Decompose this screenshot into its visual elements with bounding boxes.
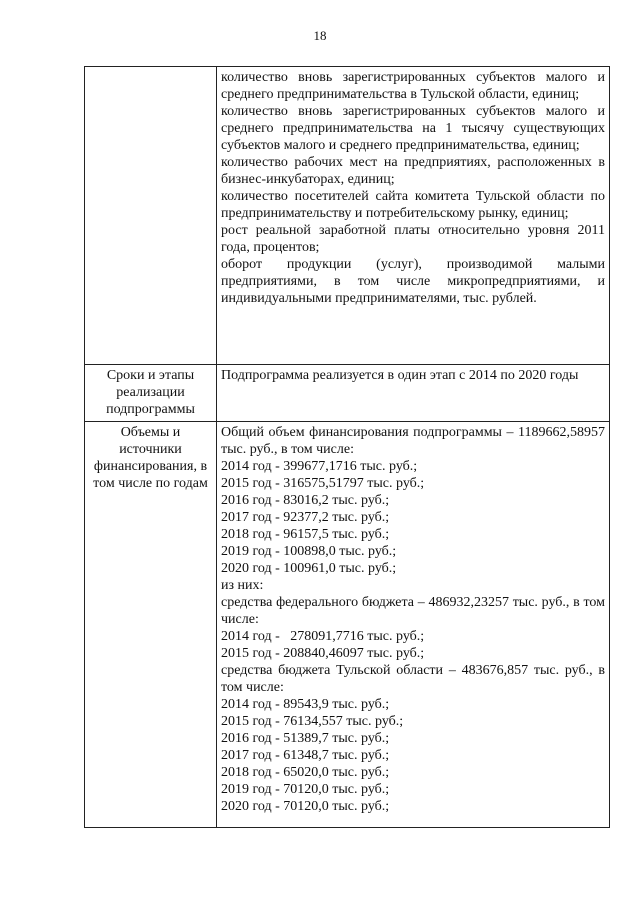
funding-total-year: 2017 год - 92377,2 тыс. руб.; xyxy=(221,510,390,525)
funding-total-year: 2016 год - 83016,2 тыс. руб.; xyxy=(221,493,390,508)
table-row-terms xyxy=(85,365,610,422)
funding-total-year: 2014 год - 399677,1716 тыс. руб.; xyxy=(221,459,418,474)
funding-regional-year: 2017 год - 61348,7 тыс. руб.; xyxy=(221,748,390,763)
table-row-indicators xyxy=(85,67,610,365)
terms-text: Подпрограмма реализуется в один этап с 2014 по 2020 годы xyxy=(217,365,610,422)
funding-total-year: 2019 год - 100898,0 тыс. руб.; xyxy=(221,544,397,559)
funding-regional-year: 2014 год - 89543,9 тыс. руб.; xyxy=(221,697,390,712)
funding-total-year: 2020 год - 100961,0 тыс. руб.; xyxy=(221,561,397,576)
funding-regional-year: 2019 год - 70120,0 тыс. руб.; xyxy=(221,782,390,797)
row-label-indicators xyxy=(85,67,217,365)
funding-federal-year: 2015 год - 208840,46097 тыс. руб.; xyxy=(221,646,425,661)
indicator-item: количество посетителей сайта комитета Тульской области по предпринимательству и потребительскому рынку, единиц; xyxy=(221,189,605,221)
indicator-item: количество рабочих мест на предприятиях, расположенных в бизнес-инкубаторах, единиц; xyxy=(221,155,605,187)
funding-regional-year: 2020 год - 70120,0 тыс. руб.; xyxy=(221,799,390,814)
funding-of-them: из них: xyxy=(221,578,264,593)
indicator-item: количество вновь зарегистрированных субъектов малого и среднего предпринимательства на 1 тысячу существующих субъектов малого и среднего предпринимательства, единиц; xyxy=(221,104,605,153)
funding-federal: средства федерального бюджета – 486932,23257 тыс. руб., в том числе: xyxy=(221,595,605,627)
row-label-funding: Объемы и источники финансирования, в том числе по годам xyxy=(85,422,217,828)
page-number: 18 xyxy=(313,28,327,43)
funding-total-year: 2018 год - 96157,5 тыс. руб.; xyxy=(221,527,390,542)
funding-regional: средства бюджета Тульской области – 483676,857 тыс. руб., в том числе: xyxy=(221,663,605,695)
funding-regional-year: 2016 год - 51389,7 тыс. руб.; xyxy=(221,731,390,746)
funding-regional-year: 2015 год - 76134,557 тыс. руб.; xyxy=(221,714,404,729)
table-row-funding xyxy=(85,422,610,828)
funding-details xyxy=(217,422,610,828)
funding-regional-year: 2018 год - 65020,0 тыс. руб.; xyxy=(221,765,390,780)
funding-total: Общий объем финансирования подпрограммы – 1189662,58957 тыс. руб., в том числе: xyxy=(221,425,605,457)
indicator-item: количество вновь зарегистрированных субъектов малого и среднего предпринимательства в Тульской области, единиц; xyxy=(221,70,605,102)
funding-total-year: 2015 год - 316575,51797 тыс. руб.; xyxy=(221,476,425,491)
row-label-terms: Сроки и этапы реализации подпрограммы xyxy=(85,365,217,422)
indicator-item: рост реальной заработной платы относительно уровня 2011 года, процентов; xyxy=(221,223,605,255)
indicator-item: оборот продукции (услуг), производимой малыми предприятиями, в том числе микропредприятиями, и индивидуальными предпринимателями, тыс. рублей. xyxy=(221,257,605,306)
indicators-list xyxy=(217,67,610,365)
funding-federal-year: 2014 год - 278091,7716 тыс. руб.; xyxy=(221,629,425,644)
subprogram-passport-table xyxy=(84,66,610,828)
